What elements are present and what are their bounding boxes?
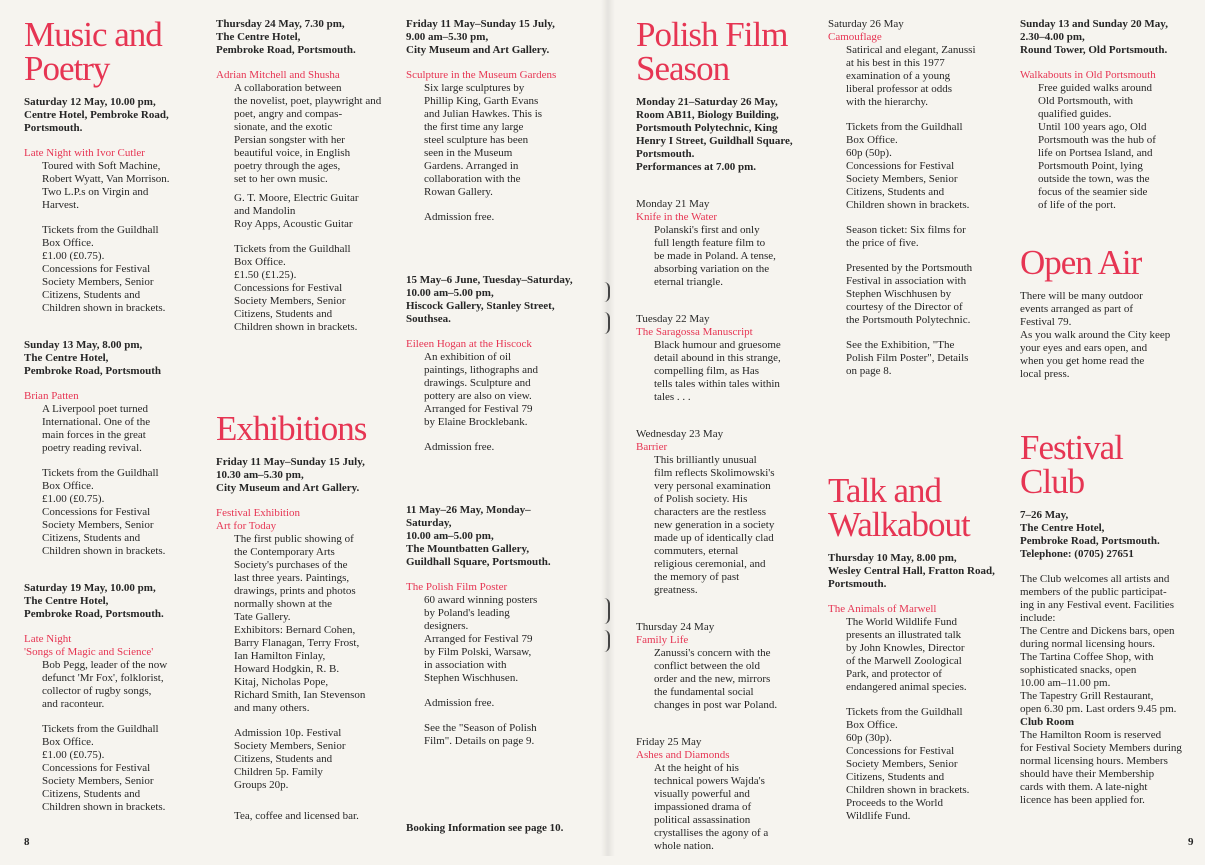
- event-late-night-songs: [24, 582, 204, 814]
- section-title-polish-film: Polish Film Season: [636, 15, 788, 88]
- section-title-exhibitions: Exhibitions: [216, 409, 367, 448]
- event-body: The World Wildlife Fund presents an illustrated talk by John Knowles, Director of the Marwell Zoological Park, and protector of endangered animal species.: [846, 616, 967, 693]
- column-2: [216, 18, 396, 835]
- film-title: Ashes and Diamonds: [636, 749, 730, 761]
- film-day: Friday 25 May: [636, 736, 702, 748]
- binding-mark: [604, 312, 610, 334]
- event-body: Free guided walks around Old Portsmouth, with qualified guides. Until 100 years ago, Old Portsmouth was the hub of life on Portsea Island, and Portsmouth Point, lying outside the town, was the focus of the seamier side of life of the port.: [1038, 82, 1156, 211]
- see-exhibition: See the Exhibition, "The Polish Film Poster", Details on page 8.: [846, 339, 969, 377]
- event-admission: Admission free.: [424, 697, 495, 709]
- event-body: The first public showing of the Contemporary Arts Society's purchases of the last three years. Paintings, drawings, prints and photos normally shown at the Tate Gallery. Exhibitors: Bernard Cohen, Barry Flanagan, Terry Frost, Ian Hamilton Finlay, Howard Hodgkin, R. B. Kitaj, Nicholas Pope, Richard Smith, Ian Stevenson and many others.: [234, 533, 366, 714]
- event-admission: Admission free.: [424, 441, 495, 453]
- event-tickets: Tickets from the Guildhall Box Office. £1.00 (£0.75). Concessions for Festival Society Members, Senior Citizens, Students and Children shown in brackets.: [42, 467, 166, 557]
- event-animals-of-marwell: [828, 552, 1012, 823]
- event-art-for-today: [216, 456, 396, 823]
- season-ticket: Season ticket: Six films for the price of five.: [846, 224, 966, 249]
- presented-by: Presented by the Portsmouth Festival in association with Stephen Wischhusen by courtesy of the Director of the Portsmouth Polytechnic.: [846, 262, 973, 326]
- event-heading: Friday 11 May–Sunday 15 July, 9.00 am–5.30 pm, City Museum and Art Gallery.: [406, 18, 555, 56]
- film-day: Thursday 24 May: [636, 621, 715, 633]
- event-tickets: Tickets from the Guildhall Box Office. £1.50 (£1.25). Concessions for Festival Society Members, Senior Citizens, Students and Children shown in brackets.: [234, 243, 358, 333]
- column-6: [1020, 18, 1202, 819]
- club-body: The Club welcomes all artists and members of the public participat- ing in any Festival event. Facilities include: The Centre and Dickens bars, open during normal licensing hours. The Tartina Coffee Shop, with sophisticated snacks, open 10.00 am–11.00 pm. The Tapestry Grill Restaurant, open 6.30 pm. Last orders 9.45 pm.: [1020, 573, 1177, 715]
- film-body: Black humour and gruesome detail abound in this strange, compelling film, as Has tells tales within tales within tales . . .: [654, 339, 781, 403]
- event-heading: 15 May–6 June, Tuesday–Saturday, 10.00 am–5.00 pm, Hiscock Gallery, Stanley Street, Southsea.: [406, 274, 573, 325]
- event-musicians: G. T. Moore, Electric Guitar and Mandolin Roy Apps, Acoustic Guitar: [234, 192, 359, 230]
- binding-mark: [604, 630, 610, 652]
- film-barrier: [636, 428, 818, 597]
- column-1: [24, 15, 204, 826]
- season-intro: Monday 21–Saturday 26 May, Room AB11, Biology Building, Portsmouth Polytechnic, King Henry I Street, Guildhall Square, Portsmouth. Performances at 7.00 pm.: [636, 96, 793, 173]
- event-tickets: Tickets from the Guildhall Box Office. £1.00 (£0.75). Concessions for Festival Society Members, Senior Citizens, Students and Children shown in brackets.: [42, 723, 166, 813]
- event-body: Toured with Soft Machine, Robert Wyatt, Van Morrison. Two L.P.s on Virgin and Harvest.: [42, 160, 170, 211]
- event-adrian-mitchell: [216, 18, 396, 334]
- event-heading: Sunday 13 May, 8.00 pm, The Centre Hotel, Pembroke Road, Portsmouth: [24, 339, 161, 377]
- event-body: Six large sculptures by Phillip King, Garth Evans and Julian Hawkes. This is the first time any large steel sculpture has been seen in the Museum Gardens. Arranged in collaboration with the Rowan Gallery.: [424, 82, 543, 198]
- binding-mark: [604, 598, 610, 624]
- film-day: Wednesday 23 May: [636, 428, 724, 440]
- event-polish-film-poster: [406, 504, 598, 748]
- film-ashes-and-diamonds: [636, 736, 818, 853]
- event-ivor-cutler: [24, 96, 204, 315]
- event-heading: Saturday 12 May, 10.00 pm, Centre Hotel, Pembroke Road, Portsmouth.: [24, 96, 169, 134]
- event-see-also: See the "Season of Polish Film". Details on page 9.: [424, 722, 537, 747]
- film-saragossa: [636, 313, 818, 404]
- event-admission: Admission 10p. Festival Society Members, Senior Citizens, Students and Children 5p. Family Groups 20p.: [234, 727, 346, 791]
- event-title: Festival Exhibition Art for Today: [216, 507, 301, 532]
- event-eileen-hogan: [406, 274, 598, 454]
- column-3: [406, 18, 598, 760]
- event-heading: 11 May–26 May, Monday– Saturday, 10.00 am–5.00 pm, The Mountbatten Gallery, Guildhall Square, Portsmouth.: [406, 504, 551, 568]
- booking-info: Booking Information see page 10.: [406, 822, 564, 834]
- event-body: A Liverpool poet turned International. One of the main forces in the great poetry reading revival.: [42, 403, 151, 454]
- event-heading: Saturday 19 May, 10.00 pm, The Centre Hotel, Pembroke Road, Portsmouth.: [24, 582, 164, 620]
- section-title-talk-walkabout: Talk and Walkabout: [828, 471, 970, 544]
- event-heading: Thursday 10 May, 8.00 pm, Wesley Central Hall, Fratton Road, Portsmouth.: [828, 552, 995, 590]
- club-heading: 7–26 May, The Centre Hotel, Pembroke Road, Portsmouth. Telephone: (0705) 27651: [1020, 509, 1160, 560]
- event-sculpture: [406, 18, 598, 224]
- film-body: This brilliantly unusual film reflects Skolimowski's very personal examination of Polish society. His characters are the restless new generation in a society made up of identically clad commuters, eternal religious ceremonial, and the memory of past greatness.: [654, 454, 775, 596]
- column-5: [828, 18, 1012, 835]
- film-body: Satirical and elegant, Zanussi at his best in this 1977 examination of a young liberal professor at odds with the hierarchy.: [846, 44, 976, 108]
- film-title: Barrier: [636, 441, 668, 453]
- film-tickets: Tickets from the Guildhall Box Office. 60p (50p). Concessions for Festival Society Members, Senior Citizens, Students and Children shown in brackets.: [846, 121, 970, 211]
- event-title: The Polish Film Poster: [406, 581, 508, 593]
- binding-mark: [604, 282, 610, 302]
- event-heading: Thursday 24 May, 7.30 pm, The Centre Hotel, Pembroke Road, Portsmouth.: [216, 18, 356, 56]
- event-body: A collaboration between the novelist, poet, playwright and poet, angry and compas- sionate, and the exotic Persian songster with her beautiful voice, in English poetry through the ages, set to her own music.: [234, 82, 382, 185]
- film-title: Family Life: [636, 634, 689, 646]
- event-tickets: Tickets from the Guildhall Box Office. £1.00 (£0.75). Concessions for Festival Society Members, Senior Citizens, Students and Children shown in brackets.: [42, 224, 166, 314]
- event-walkabouts: [1020, 18, 1202, 212]
- club-room-heading: Club Room: [1020, 716, 1075, 728]
- club-room-body: The Hamilton Room is reserved for Festival Society Members during normal licensing hours. Members should have their Membership cards with them. A late-night licence has been applied for.: [1020, 729, 1182, 806]
- festival-club: [1020, 509, 1202, 807]
- event-title: Adrian Mitchell and Shusha: [216, 69, 340, 81]
- event-body: 60 award winning posters by Poland's leading designers. Arranged for Festival 79 by Film Polski, Warsaw, in association with Stephen Wischhusen.: [424, 594, 538, 684]
- film-title: Camouflage: [828, 31, 882, 43]
- event-title: Walkabouts in Old Portsmouth: [1020, 69, 1156, 81]
- event-title: Brian Patten: [24, 390, 79, 402]
- film-family-life: [636, 621, 818, 712]
- page-number-right: 9: [1188, 836, 1194, 848]
- event-body: Bob Pegg, leader of the now defunct 'Mr Fox', folklorist, collector of rugby songs, and raconteur.: [42, 659, 168, 710]
- event-title: Sculpture in the Museum Gardens: [406, 69, 557, 81]
- column-4: [636, 15, 818, 865]
- event-title: The Animals of Marwell: [828, 603, 937, 615]
- event-admission: Admission free.: [424, 211, 495, 223]
- film-title: Knife in the Water: [636, 211, 718, 223]
- section-title-music-poetry: Music and Poetry: [24, 15, 162, 88]
- event-brian-patten: [24, 339, 204, 558]
- film-day: Monday 21 May: [636, 198, 710, 210]
- event-extra: Tea, coffee and licensed bar.: [234, 810, 359, 822]
- page-fold: [601, 0, 615, 856]
- event-heading: Friday 11 May–Sunday 15 July, 10.30 am–5.30 pm, City Museum and Art Gallery.: [216, 456, 365, 494]
- film-body: Polanski's first and only full length feature film to be made in Poland. A tense, absorbing variation on the eternal triangle.: [654, 224, 776, 288]
- film-knife-in-the-water: [636, 198, 818, 289]
- film-day: Tuesday 22 May: [636, 313, 710, 325]
- page-number-left: 8: [24, 836, 30, 848]
- section-title-open-air: Open Air: [1020, 243, 1142, 282]
- film-camouflage: [828, 18, 1012, 378]
- event-tickets: Tickets from the Guildhall Box Office. 60p (30p). Concessions for Festival Society Members, Senior Citizens, Students and Children shown in brackets. Proceeds to the World Wildlife Fund.: [846, 706, 970, 822]
- open-air-body: There will be many outdoor events arranged as part of Festival 79. As you walk around the City keep your eyes and ears open, and when you get home read the local press.: [1020, 290, 1171, 380]
- film-title: The Saragossa Manuscript: [636, 326, 753, 338]
- event-heading: Sunday 13 and Sunday 20 May, 2.30–4.00 pm, Round Tower, Old Portsmouth.: [1020, 18, 1168, 56]
- film-body: Zanussi's concern with the conflict between the old order and the new, mirrors the fundamental social changes in post war Poland.: [654, 647, 778, 711]
- film-day: Saturday 26 May: [828, 18, 904, 30]
- section-title-festival-club: Festival Club: [1020, 428, 1123, 501]
- film-body: At the height of his technical powers Wajda's visually powerful and impassioned drama of political assassination crystallises the agony of a whole nation.: [654, 762, 769, 852]
- event-title: Late Night with Ivor Cutler: [24, 147, 145, 159]
- event-title: Eileen Hogan at the Hiscock: [406, 338, 532, 350]
- event-body: An exhibition of oil paintings, lithographs and drawings. Sculpture and pottery are also on view. Arranged for Festival 79 by Elaine Brocklebank.: [424, 351, 538, 428]
- event-title: Late Night 'Songs of Magic and Science': [24, 633, 154, 658]
